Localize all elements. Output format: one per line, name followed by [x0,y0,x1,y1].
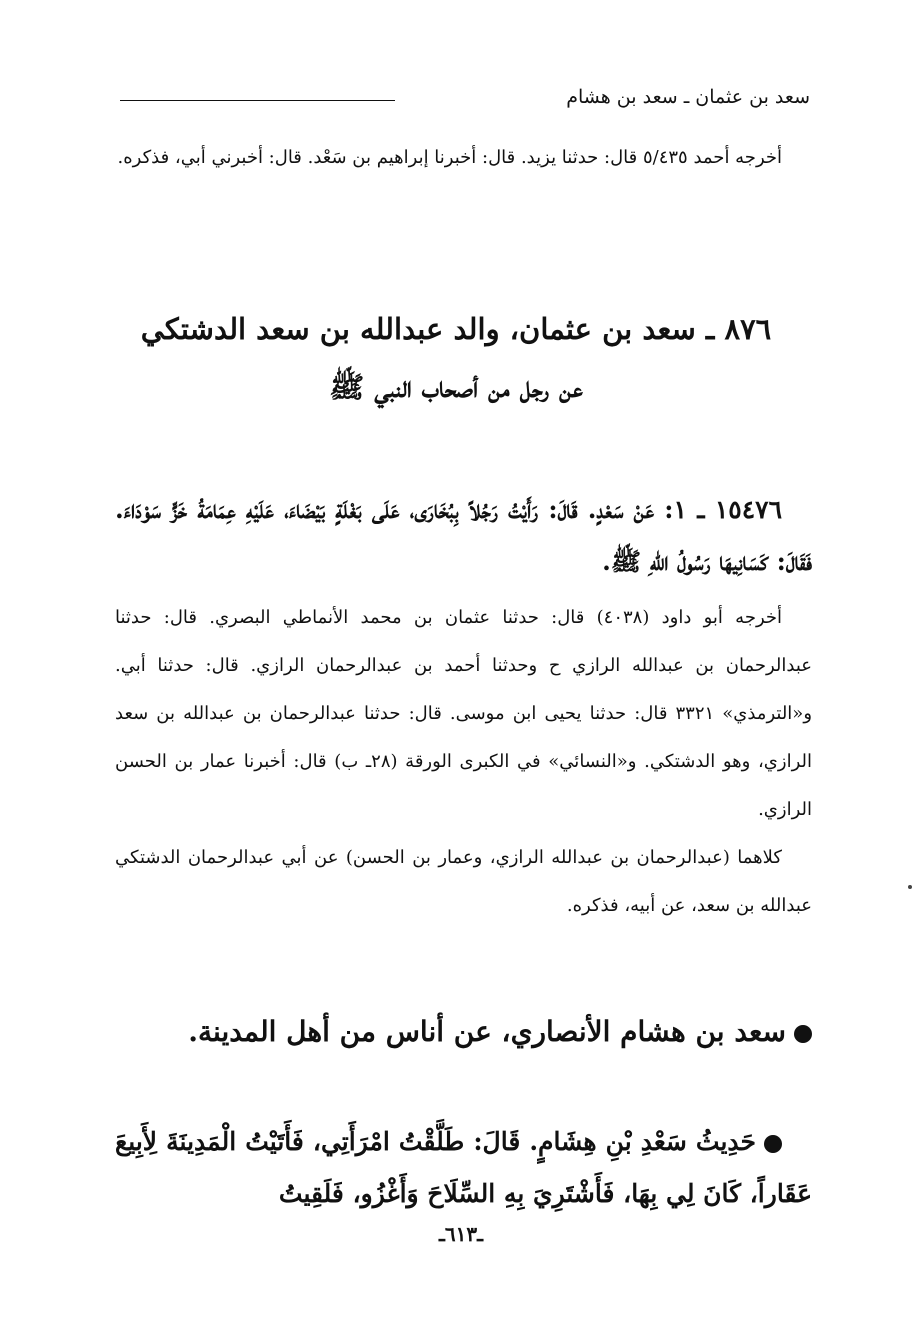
page-number: ـ٦١٣ـ [439,1222,483,1246]
entry-876-heading-line2: عن رجل من أصحاب النبي ﷺ [329,370,583,404]
entry-876-heading-line1: ٨٧٦ ـ سعد بن عثمان، والد عبدالله بن سعد الدشتكي [140,312,772,346]
previous-entry-text: أخرجه أحمد ٥/٤٣٥ قال: حدثنا يزيد. قال: أخبرنا إبراهيم بن سَعْد. قال: أخبرني أبي، فذكره. [117,147,782,168]
previous-entry-takhrij [115,134,812,182]
entry-876-takhrij [115,594,812,930]
running-header-title: سعد بن عثمان ـ سعد بن هشام [566,86,810,108]
header-rule [120,100,395,101]
hadith-15476-text: ١٥٤٧٦ ـ ١: عَنْ سَعْدٍ. قَالَ: رَأَيْتُ رَجُلاً بِبُخَارَى، عَلَى بَغْلَةٍ بَيْضَاءَ، عَلَيْهِ عِمَامَةُ خَزٍّ سَوْدَاءَ. فَقَالَ: كَسَانِيهَا رَسُولُ اللهِ ﷺ. [115,495,812,576]
margin-mark [908,885,912,889]
bullet-icon [794,1025,812,1043]
takhrij-paragraph-2: كلاهما (عبدالرحمان بن عبدالله الرازي، وعمار بن الحسن) عن أبي عبدالرحمان الدشتكي عبدالله بن سعد، عن أبيه، فذكره. [115,847,812,916]
bullet-icon [764,1135,782,1153]
entry-876-heading [100,300,812,416]
takhrij-paragraph-1: أخرجه أبو داود (٤٠٣٨) قال: حدثنا عثمان بن محمد الأنماطي البصري. قال: حدثنا عبدالرحمان بن عبدالله الرازي ح وحدثنا أحمد بن عبدالرحمان الرازي. قال: حدثنا أبي. و«الترمذي» ٣٣٢١ قال: حدثنا يحيى ابن موسى. قال: حدثنا عبدالرحمان بن عبدالله بن سعد الرازي، وهو الدشتكي. و«النسائي» في الكبرى الورقة (٢٨ـ ب) قال: أخبرنا عمار بن الحسن الرازي. [115,607,813,820]
running-header [120,86,810,116]
hadith-sad-ibn-hisham-paragraph [115,1116,812,1220]
hadith-sad-ibn-hisham-text: حَدِيثُ سَعْدِ بْنِ هِشَامٍ. قَالَ: طَلَّقْتُ امْرَأَتِي، فَأَتَيْتُ الْمَدِينَةَ لِأَبِيعَ عَقَاراً، كَانَ لِي بِهَا، فَأَشْتَرِيَ بِهِ السِّلَاحَ وَأَغْزُو، فَلَقِيتُ [115,1127,812,1208]
hadith-15476 [115,484,812,588]
hadith-sad-ibn-hisham [115,1116,812,1220]
entry-hisham-heading [115,1012,812,1052]
entry-hisham-heading-text: سعد بن هشام الأنصاري، عن أناس من أهل المدينة. [188,1015,786,1048]
